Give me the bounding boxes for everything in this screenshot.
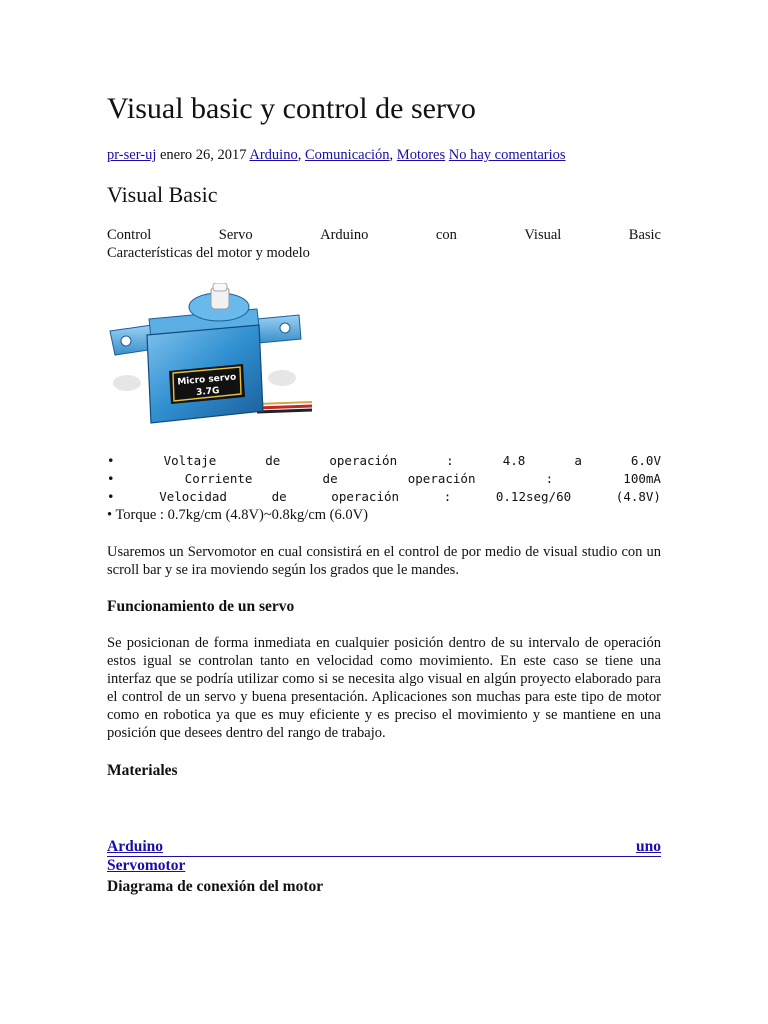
spec-current: • Corriente de operación : 100mA (107, 471, 661, 486)
intro-line-1: Control Servo Arduino con Visual Basic (107, 227, 661, 243)
article-title: Visual basic y control de servo (107, 92, 476, 125)
section-heading-visual-basic: Visual Basic (107, 182, 218, 207)
servo-label-text-2: 3.7G (195, 386, 220, 399)
materials-link-servomotor[interactable]: Servomotor (107, 857, 186, 874)
category-link-motores[interactable]: Motores (396, 147, 446, 163)
intro-line-2: Características del motor y modelo (107, 245, 310, 261)
servo-label-text-1: Micro servo (176, 372, 237, 388)
usage-paragraph: Usaremos un Servomotor en cual consistirá en el control de por medio de visual studio con un scroll bar y se ira moviendo según los grados que le mandes. (107, 544, 661, 578)
author-link[interactable]: pr-ser-uj (107, 147, 157, 163)
micro-servo-image (107, 283, 312, 433)
materials-link-arduino-uno[interactable]: Arduino uno (107, 838, 661, 855)
post-date: enero 26, 2017 (159, 147, 247, 163)
heading-diagrama: Diagrama de conexión del motor (107, 878, 324, 895)
spec-torque: • Torque : 0.7kg/cm (4.8V)~0.8kg/cm (6.0V) (107, 507, 368, 523)
category-link-comunicacion[interactable]: Comunicación (304, 147, 390, 163)
heading-funcionamiento: Funcionamiento de un servo (107, 598, 295, 615)
spec-voltage: • Voltaje de operación : 4.8 a 6.0V (107, 453, 661, 468)
spec-speed: • Velocidad de operación : 0.12seg/60 (4.8V) (107, 489, 661, 504)
comments-link[interactable]: No hay comentarios (448, 147, 566, 163)
post-meta: pr-ser-uj enero 26, 2017 Arduino, Comunicación, Motores No hay comentarios (107, 147, 566, 163)
category-link-arduino[interactable]: Arduino (249, 147, 298, 163)
funcionamiento-paragraph: Se posicionan de forma inmediata en cualquier posición dentro de su intervalo de operación estos igual se controlan tanto en velocidad como movimiento. En este caso se tiene una interfaz que se podría utilizar como si se necesita algo visual en algún proyecto elaborado para el control de un servo y buena presentación. Aplicaciones son muchas para este tipo de motor como en robotica ya que es muy eficiente y es preciso el movimiento y se mantiene en una posición que desees dentro del rango de trabajo. (107, 635, 661, 741)
heading-materiales: Materiales (107, 762, 178, 779)
